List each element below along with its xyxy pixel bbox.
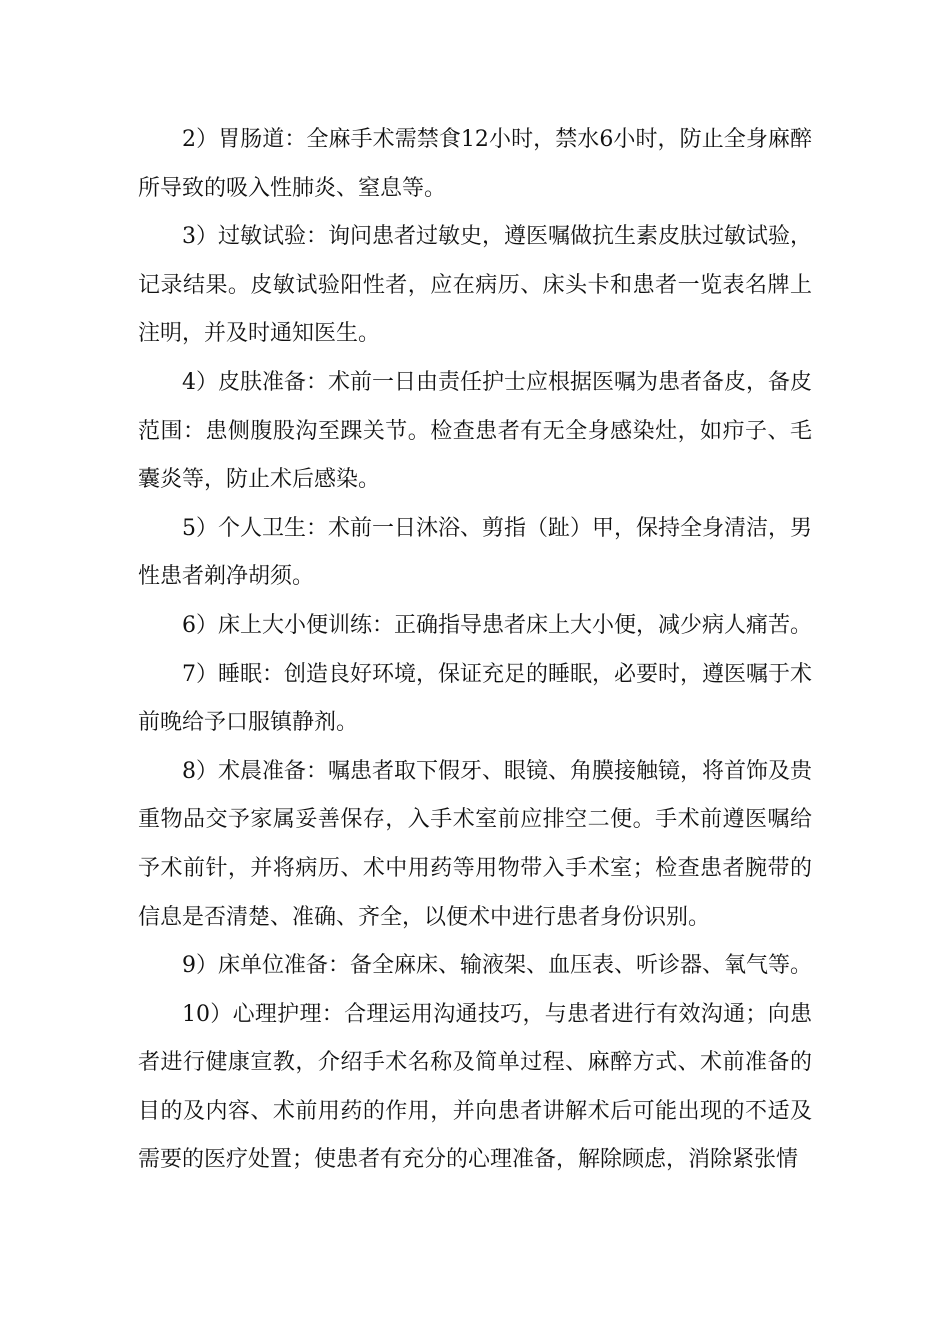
document-body — [138, 116, 812, 1185]
paragraph-personal-hygiene: 5）个人卫生：术前一日沐浴、剪指（趾）甲，保持全身清洁，男性患者剃净胡须。 — [138, 515, 812, 590]
paragraph-bed-toilet-training: 6）床上大小便训练：正确指导患者床上大小便，减少病人痛苦。 — [182, 612, 812, 638]
paragraph-morning-preparation: 8）术晨准备：嘱患者取下假牙、眼镜、角膜接触镜，将首饰及贵重物品交予家属妥善保存，入手术室前应排空二便。手术前遵医嘱给予术前针，并将病历、术中用药等用物带入手术室；检查患者腕带的信息是否清楚、准确、齐全，以便术中进行患者身份识别。 — [138, 758, 812, 930]
paragraph-gastrointestinal: 2）胃肠道：全麻手术需禁食12小时，禁水6小时，防止全身麻醉所导致的吸入性肺炎、窒息等。 — [138, 127, 812, 201]
paragraph-psychological-care: 10）心理护理：合理运用沟通技巧，与患者进行有效沟通；向患者进行健康宣教，介绍手术名称及简单过程、麻醉方式、术前准备的目的及内容、术前用药的作用，并向患者讲解术后可能出现的不适及需要的医疗处置；使患者有充分的心理准备，解除顾虑，消除紧张情 — [138, 1001, 812, 1173]
paragraph-bed-unit-preparation: 9）床单位准备：备全麻床、输液架、血压表、听诊器、氧气等。 — [182, 953, 812, 979]
paragraph-skin-preparation: 4）皮肤准备：术前一日由责任护士应根据医嘱为患者备皮，备皮范围：患侧腹股沟至踝关节。检查患者有无全身感染灶，如疖子、毛囊炎等，防止术后感染。 — [138, 369, 812, 493]
paragraph-sleep: 7）睡眠：创造良好环境，保证充足的睡眠，必要时，遵医嘱于术前晚给予口服镇静剂。 — [138, 661, 812, 736]
paragraph-allergy-test: 3）过敏试验：询问患者过敏史，遵医嘱做抗生素皮肤过敏试验，记录结果。皮敏试验阳性者，应在病历、床头卡和患者一览表名牌上注明，并及时通知医生。 — [138, 224, 812, 347]
